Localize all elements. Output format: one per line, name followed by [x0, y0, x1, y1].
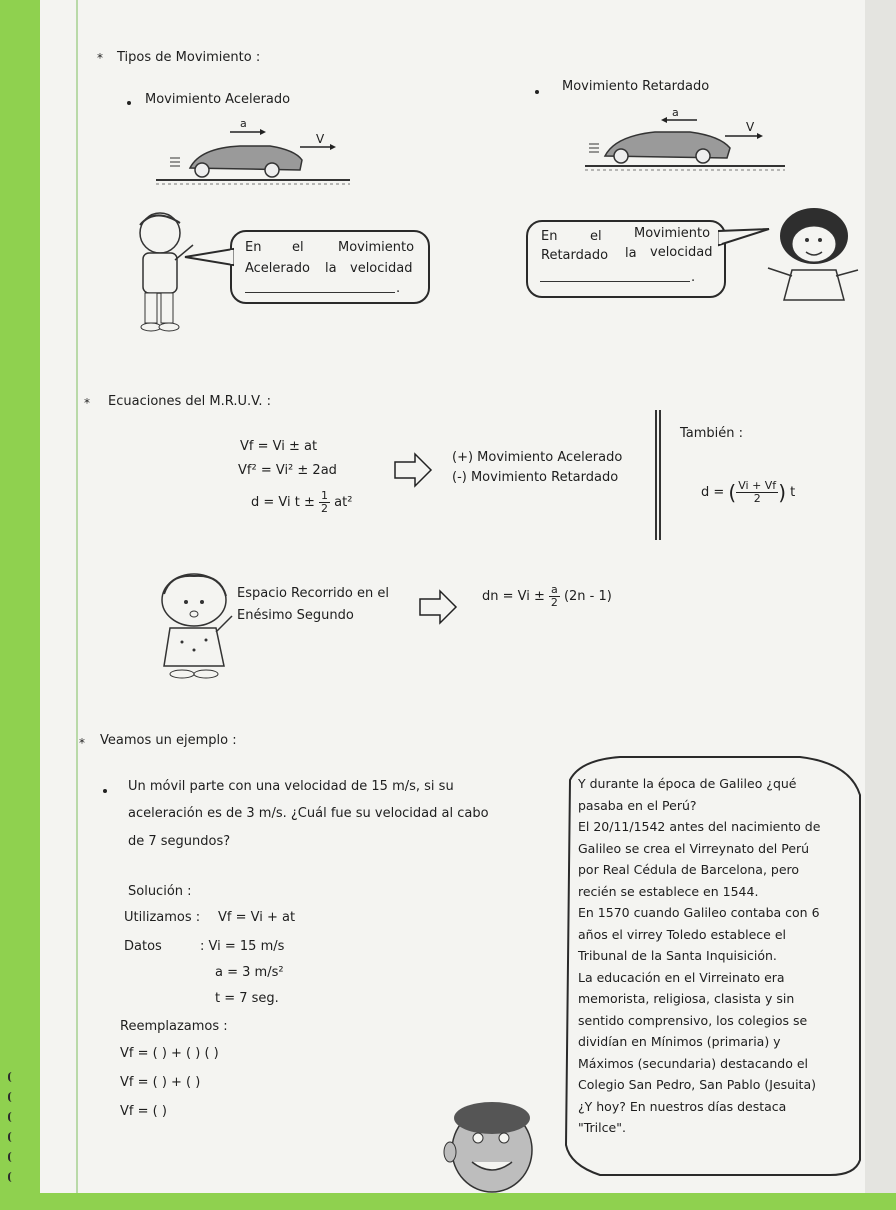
- galileo-text-line: memorista, religiosa, clasista y sin: [578, 991, 795, 1006]
- margin-line: [76, 0, 78, 1193]
- frac-numerator: a: [551, 583, 558, 596]
- left-green-band: [0, 0, 40, 1210]
- arrow-right-icon: [418, 589, 458, 625]
- bubble-left-word: Acelerado: [245, 261, 310, 276]
- vertical-divider: [659, 410, 661, 540]
- bubble-right-word: En: [541, 229, 558, 244]
- replacement-step-1: Vf = ( ) + ( ) ( ): [120, 1046, 219, 1061]
- section-title-ecuaciones: Ecuaciones del M.R.U.V. :: [108, 394, 271, 409]
- bullet-star-icon: *: [97, 51, 103, 65]
- replacement-step-2: Vf = ( ) + ( ): [120, 1075, 201, 1090]
- bubble-tail-left: [185, 245, 245, 275]
- galileo-text-line: El 20/11/1542 antes del nacimiento de: [578, 819, 821, 834]
- label-enesimo-segundo: Enésimo Segundo: [237, 608, 354, 623]
- bubble-right-word: velocidad: [650, 245, 713, 260]
- frac-denominator: 2: [321, 502, 329, 515]
- binder-mark: [8, 1072, 16, 1082]
- data-time: t = 7 seg.: [215, 991, 279, 1006]
- avg-eq-rhs: t: [790, 485, 796, 500]
- bubble-left-word: velocidad: [350, 261, 413, 276]
- galileo-text-line: años el virrey Toledo establece el: [578, 926, 787, 942]
- car-decelerating-icon: [585, 108, 785, 188]
- vel-symbol-left: V: [316, 132, 325, 146]
- arrow-right-icon: [393, 452, 433, 488]
- frac-denominator: 2: [550, 596, 558, 609]
- galileo-text-line: recién se establece en 1544.: [578, 883, 759, 899]
- galileo-text-line: ¿Y hoy? En nuestros días destaca: [578, 1098, 787, 1114]
- accel-symbol-right: a: [672, 106, 679, 119]
- label-utilizamos: Utilizamos :: [124, 910, 201, 925]
- bubble-right-word: la: [625, 246, 637, 261]
- galileo-text-line: pasaba en el Perú?: [578, 797, 697, 813]
- frac-numerator: Vi + Vf: [738, 479, 777, 492]
- bubble-left-word: Movimiento: [338, 240, 415, 255]
- formula-enesimo: [482, 584, 612, 609]
- galileo-text-line: Tribunal de la Santa Inquisición.: [578, 948, 777, 963]
- boy-face-character-icon: [440, 1098, 550, 1198]
- label-plus-acelerado: (+) Movimiento Acelerado: [452, 450, 623, 465]
- paren-close: ): [778, 480, 786, 505]
- label-movimiento-acelerado: Movimiento Acelerado: [145, 92, 291, 107]
- bullet-star-icon: *: [84, 396, 90, 410]
- problem-text-line: de 7 segundos?: [128, 834, 231, 849]
- fraction-a-over-2: [549, 584, 560, 609]
- fraction-one-half: [319, 490, 330, 515]
- equation-1: Vf = Vi ± at: [240, 439, 318, 454]
- galileo-text-line: La educación en el Virreinato era: [578, 969, 785, 985]
- formula-lhs: dn = Vi ±: [482, 589, 545, 604]
- galileo-text-line: dividían en Mínimos (primaria) y: [578, 1034, 781, 1049]
- formula-used: Vf = Vi + at: [218, 910, 296, 925]
- bubble-right-word: Retardado: [541, 248, 609, 263]
- galileo-text-line: Galileo se crea el Virreynato del Perú: [578, 840, 810, 856]
- boy-character-icon: [125, 205, 235, 415]
- answer-blank: [245, 292, 395, 293]
- bubble-right-word: el: [590, 229, 602, 244]
- vertical-divider: [655, 410, 657, 540]
- bullet-star-icon: *: [79, 736, 85, 750]
- answer-blank: [540, 281, 690, 282]
- replacement-step-3: Vf = ( ): [120, 1104, 167, 1119]
- problem-text-line: aceleración es de 3 m/s. ¿Cuál fue su velocidad al cabo: [128, 806, 489, 821]
- galileo-text-line: Y durante la época de Galileo ¿qué: [578, 776, 797, 791]
- formula-rhs: (2n - 1): [563, 589, 612, 604]
- equation-3: [251, 490, 352, 515]
- binder-mark: [8, 1152, 16, 1162]
- binder-mark: [8, 1172, 16, 1182]
- galileo-text-line: Máximos (secundaria) destacando el: [578, 1055, 809, 1071]
- frac-denominator: 2: [753, 492, 761, 505]
- bubble-right-word: Movimiento: [634, 226, 711, 241]
- equation-2: Vf² = Vi² ± 2ad: [238, 463, 337, 478]
- binder-mark: [8, 1092, 16, 1102]
- frac-numerator: 1: [321, 489, 329, 502]
- bullet-dot: [103, 789, 107, 793]
- label-movimiento-retardado: Movimiento Retardado: [562, 79, 710, 94]
- bubble-left-word: el: [292, 240, 304, 255]
- galileo-text-line: En 1570 cuando Galileo contaba con 6: [578, 905, 820, 920]
- avg-eq-lhs: d =: [701, 485, 725, 500]
- girl-pointing-character-icon: [150, 570, 240, 690]
- label-tambien: También :: [680, 426, 744, 441]
- accel-symbol-left: a: [240, 117, 247, 130]
- label-datos: Datos: [124, 939, 162, 954]
- data-initial-velocity: : Vi = 15 m/s: [200, 939, 285, 954]
- data-acceleration: a = 3 m/s²: [215, 965, 284, 980]
- binder-mark: [8, 1132, 16, 1142]
- girl-character-icon: [762, 200, 862, 310]
- label-solucion: Solución :: [128, 884, 192, 899]
- bubble-left-word: En: [245, 240, 262, 255]
- galileo-text-line: por Real Cédula de Barcelona, pero: [578, 862, 800, 877]
- bullet-dot: [535, 90, 539, 94]
- equation-3-rhs: at²: [334, 495, 353, 510]
- period-mark: .: [396, 281, 401, 296]
- label-minus-retardado: (-) Movimiento Retardado: [452, 470, 619, 485]
- galileo-text-line: sentido comprensivo, los colegios se: [578, 1012, 808, 1028]
- binder-mark: [8, 1112, 16, 1122]
- section-title-ejemplo: Veamos un ejemplo :: [100, 733, 237, 748]
- section-title-tipos: Tipos de Movimiento :: [117, 50, 261, 65]
- bullet-dot: [127, 101, 131, 105]
- galileo-text-line: "Trilce".: [578, 1120, 626, 1135]
- problem-text-line: Un móvil parte con una velocidad de 15 m/s, si su: [128, 779, 454, 794]
- paren-open: (: [728, 480, 737, 505]
- fraction-vi-vf: [736, 480, 778, 505]
- label-espacio-recorrido: Espacio Recorrido en el: [237, 586, 389, 601]
- period-mark: .: [691, 270, 696, 285]
- vel-symbol-right: V: [746, 120, 755, 134]
- label-reemplazamos: Reemplazamos :: [120, 1019, 228, 1034]
- bubble-left-word: la: [325, 261, 337, 276]
- equation-average-distance: [701, 480, 795, 505]
- car-accelerating-icon: [160, 118, 360, 198]
- equation-3-lhs: d = Vi t ±: [251, 495, 315, 510]
- galileo-text-line: Colegio San Pedro, San Pablo (Jesuita): [578, 1077, 816, 1092]
